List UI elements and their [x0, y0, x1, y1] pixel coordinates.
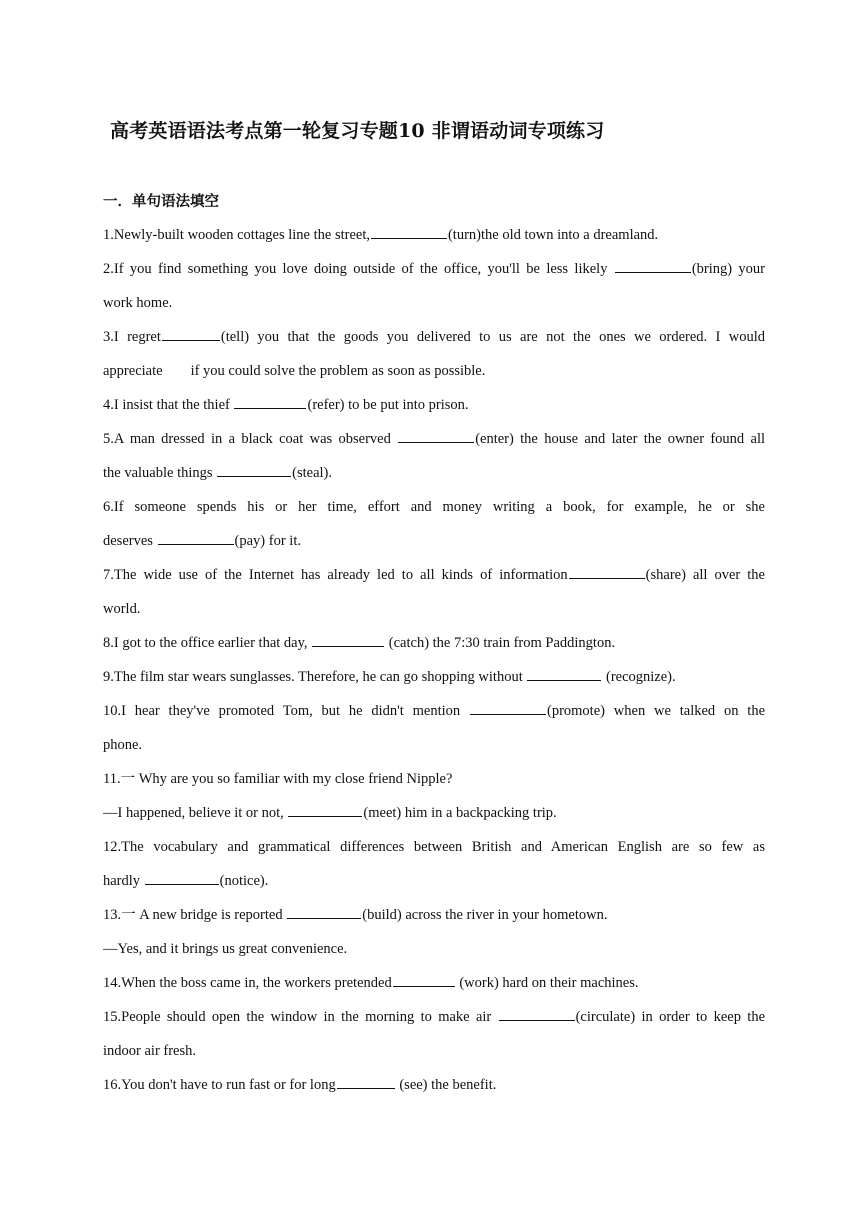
question-text: appreciate [103, 363, 163, 379]
question-text: 5.A man dressed in a black coat was observed [103, 431, 391, 447]
question-text: indoor air fresh. [103, 1043, 197, 1059]
question-text: the valuable things [103, 465, 213, 481]
question-text: 1.Newly-built wooden cottages line the street, [103, 227, 370, 243]
question-text: work home. [103, 295, 173, 311]
question-text: 6.If someone spends his or her time, effort and money writing a book, for example, he or she [103, 499, 765, 515]
question-15 [103, 1006, 765, 1028]
question-12 [103, 836, 765, 858]
question-text: (pay) for it. [234, 533, 301, 549]
question-10-cont [103, 734, 765, 756]
question-14 [103, 972, 765, 994]
answer-blank[interactable] [470, 700, 546, 715]
question-text: 16.You don't have to run fast or for long [103, 1077, 336, 1093]
question-3-cont [103, 360, 765, 382]
document-title: 高考英语语法考点第一轮复习专题10 非谓语动词专项练习 [110, 120, 605, 142]
answer-blank[interactable] [371, 224, 447, 239]
question-text: (promote) when we talked on the [547, 703, 765, 719]
question-text: 4.I insist that the thief [103, 397, 230, 413]
question-10 [103, 700, 765, 722]
question-text: 9.The film star wears sunglasses. Therefore, he can go shopping without [103, 669, 523, 685]
question-text: (turn)the old town into a dreamland. [447, 227, 659, 243]
question-5-cont [103, 462, 765, 484]
question-text: 8.I got to the office earlier that day, [103, 635, 308, 651]
question-text: 10.I hear they've promoted Tom, but he didn't mention [103, 703, 461, 719]
question-text: —Yes, and it brings us great convenience. [103, 941, 348, 957]
question-text: 3.I regret [103, 329, 161, 345]
question-2-cont [103, 292, 765, 314]
question-13-cont [103, 938, 765, 960]
question-9 [103, 666, 765, 688]
answer-blank[interactable] [499, 1006, 575, 1021]
question-text: phone. [103, 737, 143, 753]
question-text: (notice). [219, 873, 269, 889]
question-text: (tell) you that the goods you delivered to us are not the ones we ordered. I would [220, 329, 765, 345]
question-text: deserves [103, 533, 153, 549]
section-heading: 一．单句语法填空 [103, 193, 219, 210]
question-text: (bring) your [691, 261, 765, 277]
question-text: (enter) the house and later the owner found all [475, 431, 765, 447]
answer-blank[interactable] [158, 530, 234, 545]
answer-blank[interactable] [312, 632, 384, 647]
question-6-cont [103, 530, 765, 552]
question-12-cont [103, 870, 765, 892]
answer-blank[interactable] [337, 1074, 395, 1089]
question-11 [103, 768, 765, 790]
question-text: (recognize). [605, 669, 676, 685]
question-text: 2.If you find something you love doing outside of the office, you'll be less likely [103, 261, 608, 277]
question-text: 7.The wide use of the Internet has already led to all kinds of information [103, 567, 568, 583]
answer-blank[interactable] [234, 394, 306, 409]
question-text: (meet) him in a backpacking trip. [363, 805, 557, 821]
question-2 [103, 258, 765, 280]
question-text: 14.When the boss came in, the workers pretended [103, 975, 392, 991]
question-text: (share) all over the [645, 567, 765, 583]
question-text: if you could solve the problem as soon as possible. [190, 363, 486, 379]
question-15-cont [103, 1040, 765, 1062]
answer-blank[interactable] [398, 428, 474, 443]
answer-blank[interactable] [162, 326, 220, 341]
question-text: (steal). [292, 465, 333, 481]
question-16 [103, 1074, 765, 1096]
question-text: (circulate) in order to keep the [575, 1009, 765, 1025]
question-text: hardly [103, 873, 141, 889]
answer-blank[interactable] [569, 564, 645, 579]
question-7 [103, 564, 765, 586]
question-13 [103, 904, 765, 926]
answer-blank[interactable] [287, 904, 361, 919]
answer-blank[interactable] [288, 802, 362, 817]
answer-blank[interactable] [145, 870, 219, 885]
question-8 [103, 632, 765, 654]
question-3 [103, 326, 765, 348]
question-text: world. [103, 601, 141, 617]
question-5 [103, 428, 765, 450]
answer-blank[interactable] [527, 666, 601, 681]
question-text: —I happened, believe it or not, [103, 805, 284, 821]
question-7-cont [103, 598, 765, 620]
question-6 [103, 496, 765, 518]
answer-blank[interactable] [393, 972, 455, 987]
question-text: 12.The vocabulary and grammatical differences between British and American English are so few as [103, 839, 765, 855]
question-text: (catch) the 7:30 train from Paddington. [388, 635, 616, 651]
question-text: 11.一 Why are you so familiar with my close friend Nipple? [103, 771, 453, 787]
question-11-cont [103, 802, 765, 824]
question-text: (refer) to be put into prison. [307, 397, 469, 413]
answer-blank[interactable] [615, 258, 691, 273]
answer-blank[interactable] [217, 462, 291, 477]
question-text: 13.一 A new bridge is reported [103, 907, 283, 923]
question-text: (build) across the river in your hometown. [362, 907, 608, 923]
question-4 [103, 394, 765, 416]
question-text: 15.People should open the window in the morning to make air [103, 1009, 492, 1025]
question-text: (see) the benefit. [399, 1077, 497, 1093]
question-text: (work) hard on their machines. [459, 975, 639, 991]
question-1 [103, 224, 765, 246]
